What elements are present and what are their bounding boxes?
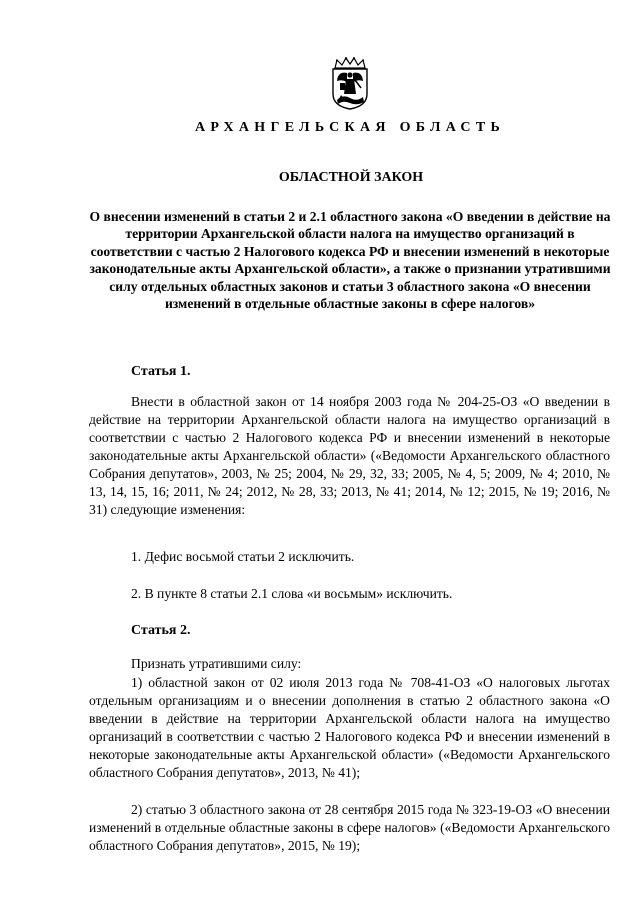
article-2-heading: Статья 2.: [131, 623, 191, 638]
article-1-heading: Статья 1.: [131, 364, 191, 379]
article-2-subitem-1: 1) областной закон от 02 июля 2013 года № 708-41-ОЗ «О налоговых льготах отдельным организациям и о внесении дополнения в статью 2 областного закона «О введении в действие на территории Архангельской области налога на имущество организаций в соответствии с частью 2 Налогового кодекса РФ и внесении изменений в некоторые законодательные акты Архангельской области» («Ведомости Архангельского областного Собрания депутатов», 2013, № 41);: [89, 675, 610, 780]
article-2-lead: Признать утратившими силу:: [131, 656, 302, 671]
article-1-item-2: 2. В пункте 8 статьи 2.1 слова «и восьмым» исключить.: [131, 586, 453, 601]
arkhangelsk-coat-of-arms-icon: [327, 56, 373, 110]
law-title: О внесении изменений в статьи 2 и 2.1 областного закона «О введении в действие на территории Архангельской области налога на имущество организаций в соответствии с частью 2 Налогового кодекса РФ и внесении изменений в некоторые законодательные акты Архангельской области», а также о признании утратившими силу отдельных областных законов и статьи 3 областного закона «О внесении изменений в отдельные областные законы в сфере налогов»: [89, 209, 611, 312]
region-name: АРХАНГЕЛЬСКАЯ ОБЛАСТЬ: [194, 120, 506, 135]
law-type-heading: ОБЛАСТНОЙ ЗАКОН: [278, 170, 424, 185]
article-1-body: Внести в областной закон от 14 ноября 2003 года № 204-25-ОЗ «О введении в действие на территории Архангельской области налога на имущество организаций в соответствии с частью 2 Налогового кодекса РФ и внесении изменений в некоторые законодательные акты Архангельской области» («Ведомости Архангельского областного Собрания депутатов», 2003, № 25; 2004, № 29, 32, 33; 2005, № 4, 5; 2009, № 4; 2010, № 13, 14, 15, 16; 2011, № 24; 2012, № 28, 33; 2013, № 41; 2014, № 12; 2015, № 19; 2016, № 31) следующие изменения:: [89, 394, 610, 517]
article-1-item-1: 1. Дефис восьмой статьи 2 исключить.: [131, 549, 355, 564]
article-2-subitem-2: 2) статью 3 областного закона от 28 сентября 2015 года № 323-19-ОЗ «О внесении изменений в отдельные областные законы в сфере налогов» («Ведомости Архангельского областного Собрания депутатов», 2015, № 19);: [89, 802, 610, 853]
